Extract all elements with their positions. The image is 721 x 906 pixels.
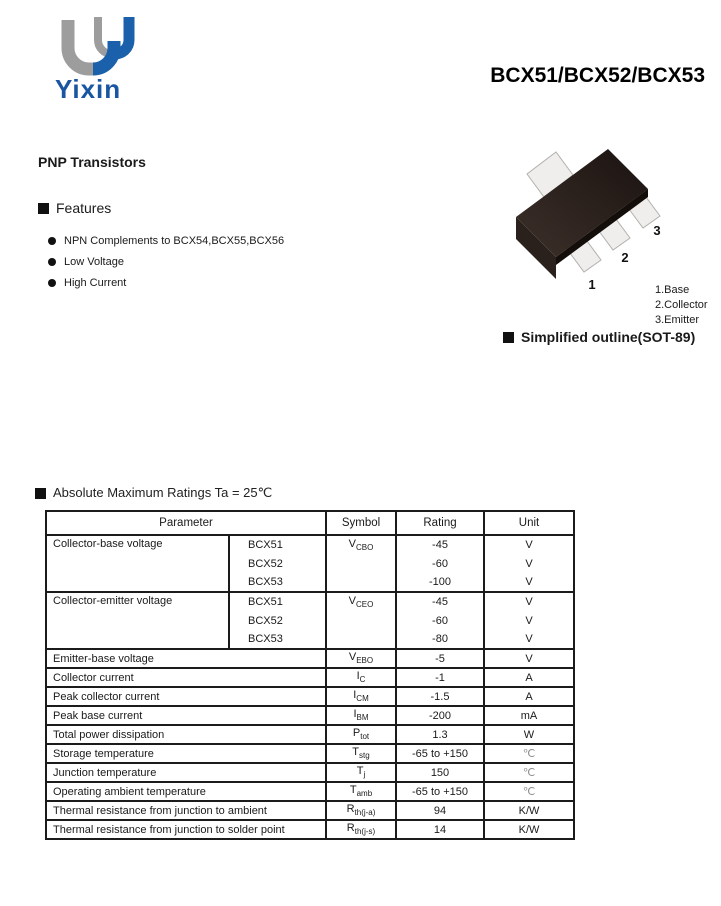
table-row: [46, 820, 574, 839]
sot89-package-drawing: [498, 132, 670, 304]
unit-cell: V: [484, 535, 574, 554]
table-row: [46, 744, 574, 763]
rating-cell: 94: [396, 801, 484, 820]
unit-cell: K/W: [484, 820, 574, 839]
model-cell: BCX52: [229, 554, 326, 573]
rating-cell: -65 to +150: [396, 744, 484, 763]
unit-cell: V: [484, 611, 574, 630]
pin-legend: [655, 283, 708, 328]
symbol-cell: $T_{amb}$: [326, 782, 396, 801]
rating-cell: -45: [396, 592, 484, 611]
symbol-cell: $V_{EBO}$: [326, 649, 396, 668]
unit-cell: V: [484, 592, 574, 611]
pin3-label: 3: [653, 223, 661, 238]
table-row: [46, 782, 574, 801]
feature-text: High Current: [64, 276, 127, 289]
table-row: [46, 649, 574, 668]
bullet-icon: [48, 237, 56, 245]
model-cell: BCX52: [229, 611, 326, 630]
symbol-cell: $P_{tot}$: [326, 725, 396, 744]
model-cell: BCX51: [229, 535, 326, 554]
rating-cell: -100: [396, 573, 484, 592]
feature-item: [48, 272, 284, 293]
unit-cell: V: [484, 649, 574, 668]
table-row: [46, 592, 574, 611]
pin1-label: 1: [588, 277, 596, 292]
rating-cell: -60: [396, 554, 484, 573]
square-bullet-icon: [503, 332, 514, 343]
model-cell: BCX51: [229, 592, 326, 611]
table-row: [46, 687, 574, 706]
rating-cell: -60: [396, 611, 484, 630]
table-row: [46, 725, 574, 744]
symbol-cell: $V_{CEO}$: [326, 592, 396, 649]
symbol-cell: $T_j$: [326, 763, 396, 782]
param-cell: Peak collector current: [46, 687, 326, 706]
ratings-heading-label: Absolute Maximum Ratings Ta = 25℃: [53, 485, 273, 500]
param-cell: Junction temperature: [46, 763, 326, 782]
param-cell: Storage temperature: [46, 744, 326, 763]
feature-item: [48, 230, 284, 251]
rating-cell: -1.5: [396, 687, 484, 706]
unit-cell: mA: [484, 706, 574, 725]
unit-cell: ℃: [484, 744, 574, 763]
table-row: [46, 535, 574, 554]
rating-cell: 14: [396, 820, 484, 839]
symbol-cell: $I_{BM}$: [326, 706, 396, 725]
col-unit: Unit: [484, 511, 574, 535]
symbol-cell: $T_{stg}$: [326, 744, 396, 763]
pin-legend-emitter: 3.Emitter: [655, 314, 700, 326]
param-cell: Thermal resistance from junction to solder point: [46, 820, 326, 839]
param-cell: Collector-emitter voltage: [46, 592, 229, 649]
feature-text: Low Voltage: [64, 255, 124, 268]
rating-cell: -200: [396, 706, 484, 725]
unit-cell: W: [484, 725, 574, 744]
param-cell: Collector current: [46, 668, 326, 687]
ratings-table: [45, 510, 575, 840]
table-header-row: [46, 511, 574, 535]
features-heading-label: Features: [56, 200, 112, 216]
unit-cell: A: [484, 668, 574, 687]
logo-u-icon: [53, 14, 145, 76]
square-bullet-icon: [38, 203, 49, 214]
table-row: [46, 706, 574, 725]
rating-cell: -5: [396, 649, 484, 668]
square-bullet-icon: [35, 488, 46, 499]
doc-title: BCX51/BCX52/BCX53: [490, 64, 705, 87]
rating-cell: 150: [396, 763, 484, 782]
table-row: [46, 801, 574, 820]
table-row: [46, 668, 574, 687]
pin-legend-collector: 2.Collector: [655, 299, 708, 311]
param-cell: Operating ambient temperature: [46, 782, 326, 801]
unit-cell: V: [484, 554, 574, 573]
pin2-label: 2: [621, 250, 629, 265]
feature-list: [48, 230, 284, 293]
outline-caption: [503, 329, 695, 345]
rating-cell: -45: [396, 535, 484, 554]
symbol-cell: $I_{CM}$: [326, 687, 396, 706]
rating-cell: -65 to +150: [396, 782, 484, 801]
symbol-cell: $I_C$: [326, 668, 396, 687]
unit-cell: A: [484, 687, 574, 706]
unit-cell: K/W: [484, 801, 574, 820]
param-cell: Thermal resistance from junction to ambient: [46, 801, 326, 820]
table-row: [46, 763, 574, 782]
unit-cell: ℃: [484, 763, 574, 782]
rating-cell: -80: [396, 630, 484, 649]
ratings-heading: [35, 485, 272, 501]
unit-cell: V: [484, 630, 574, 649]
param-cell: Total power dissipation: [46, 725, 326, 744]
pin-legend-base: 1.Base: [655, 284, 690, 296]
param-cell: Collector-base voltage: [46, 535, 229, 592]
rating-cell: 1.3: [396, 725, 484, 744]
bullet-icon: [48, 279, 56, 287]
symbol-cell: $R_{th(j-a)}$: [326, 801, 396, 820]
features-heading: [38, 200, 111, 216]
col-rating: Rating: [396, 511, 484, 535]
param-cell: Emitter-base voltage: [46, 649, 326, 668]
col-symbol: Symbol: [326, 511, 396, 535]
logo: [53, 14, 173, 105]
model-cell: BCX53: [229, 630, 326, 649]
feature-text: NPN Complements to BCX54,BCX55,BCX56: [64, 234, 285, 247]
unit-cell: ℃: [484, 782, 574, 801]
model-cell: BCX53: [229, 573, 326, 592]
symbol-cell: $R_{th(j-s)}$: [326, 820, 396, 839]
feature-item: [48, 251, 284, 272]
symbol-cell: $V_{CBO}$: [326, 535, 396, 592]
unit-cell: V: [484, 573, 574, 592]
param-cell: Peak base current: [46, 706, 326, 725]
bullet-icon: [48, 258, 56, 266]
subtitle: PNP Transistors: [38, 154, 146, 170]
logo-text: Yixin: [55, 74, 122, 104]
col-parameter: Parameter: [46, 511, 326, 535]
outline-caption-label: Simplified outline(SOT-89): [521, 329, 696, 345]
rating-cell: -1: [396, 668, 484, 687]
